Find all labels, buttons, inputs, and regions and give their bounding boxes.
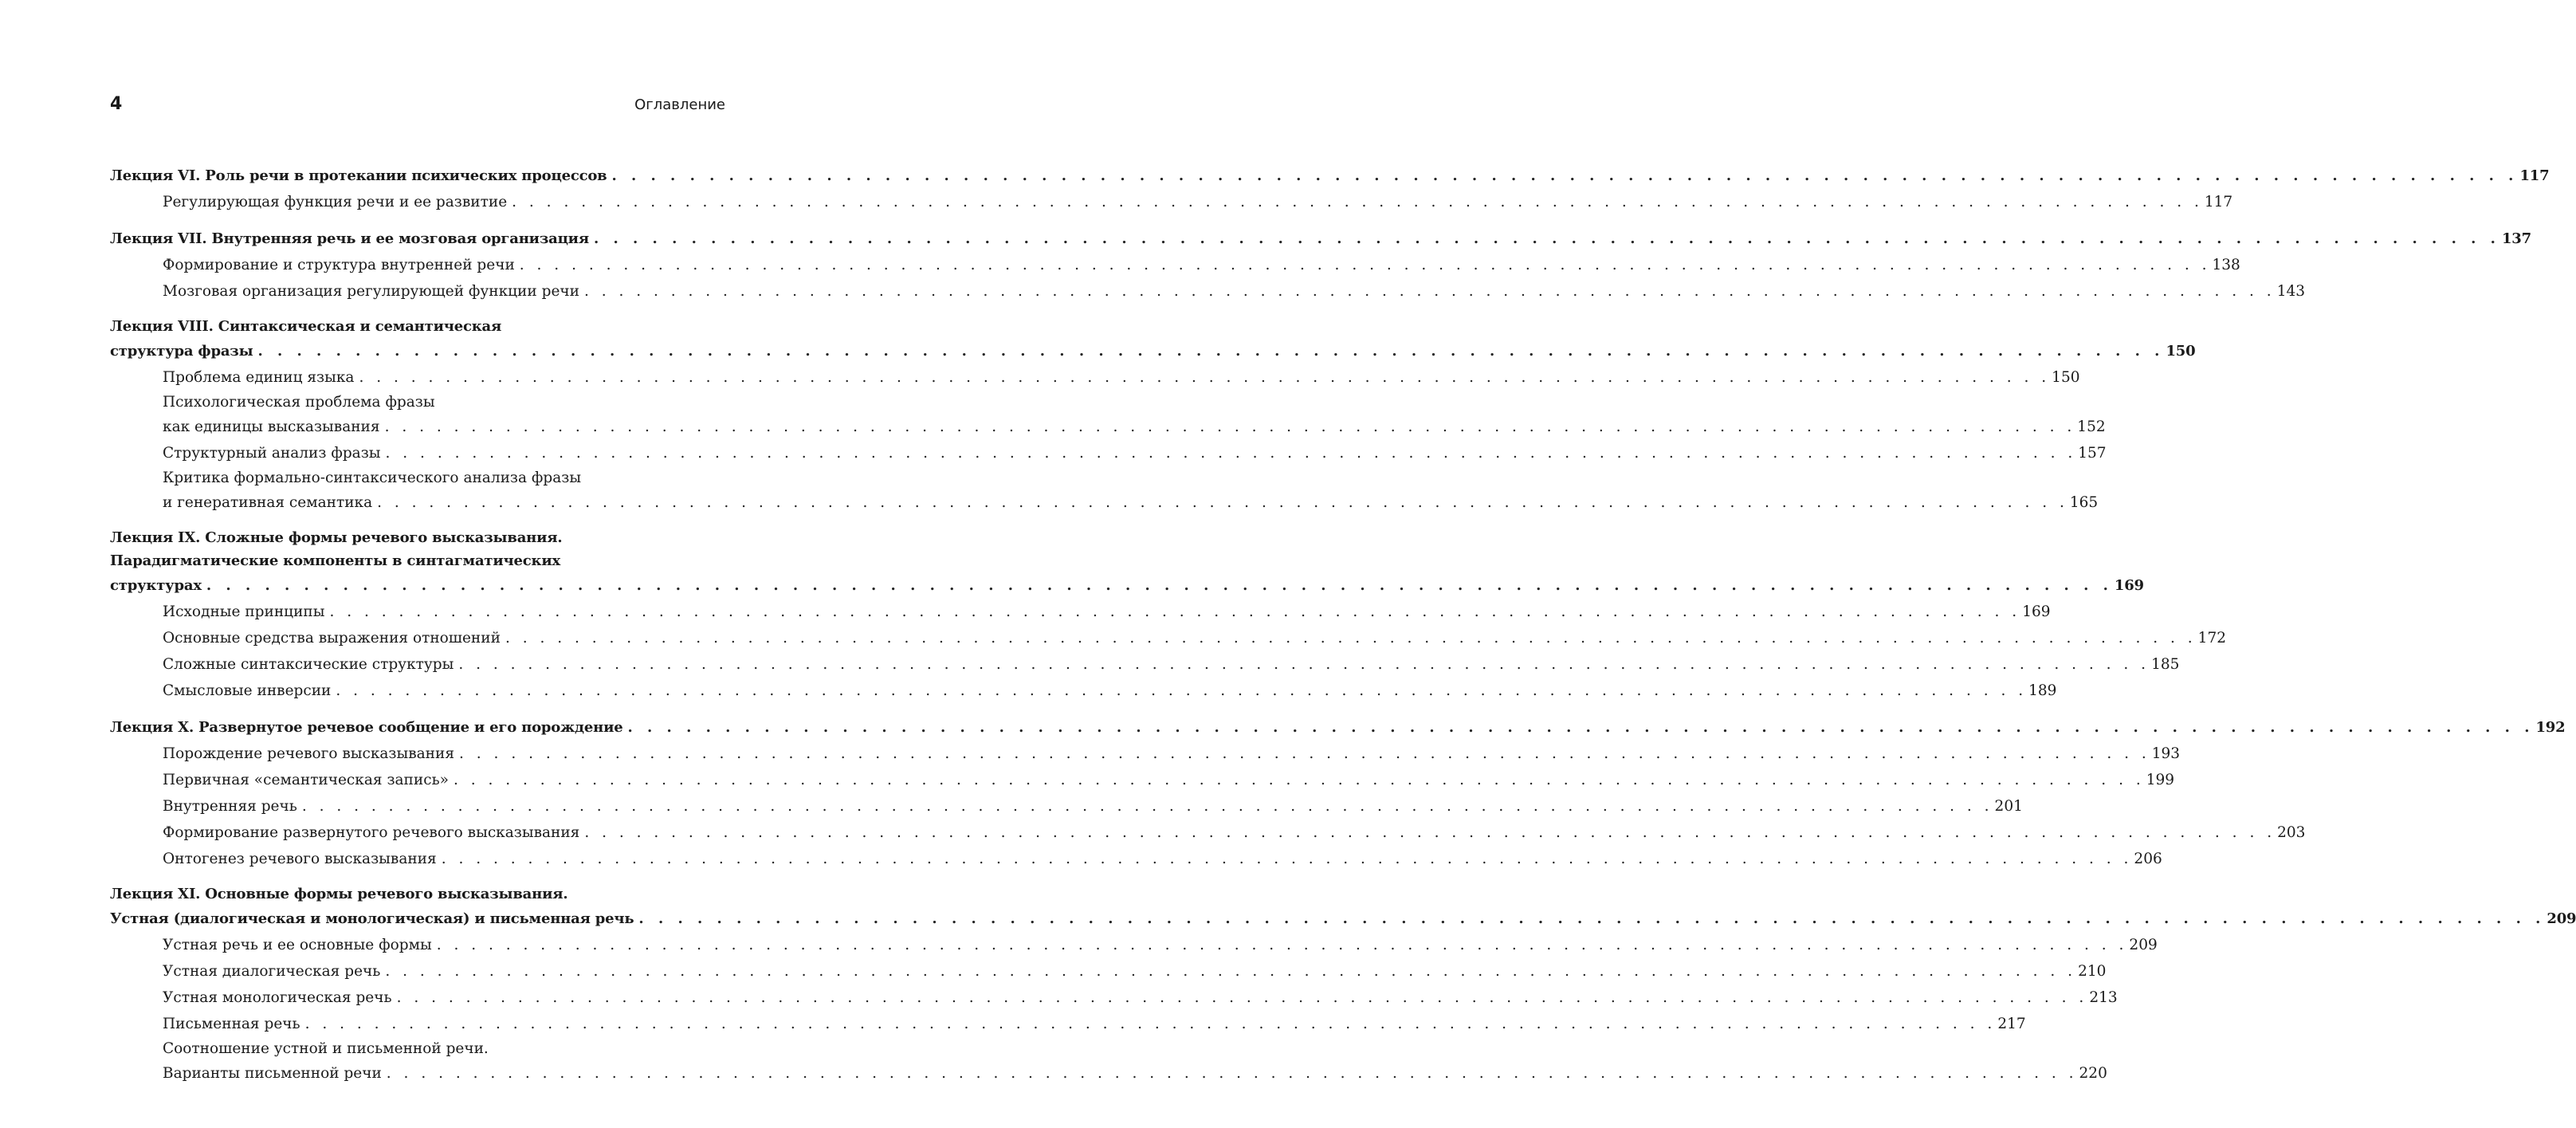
section-title-line (110, 1037, 703, 1060)
section-page-number: 117 (2204, 194, 2233, 210)
lecture-title-line (110, 526, 703, 549)
section-title-text: Письменная речь (163, 1016, 300, 1032)
section-page-number: 138 (2212, 257, 2240, 273)
running-title: Оглавление (634, 96, 725, 113)
dot-leader: . . . . . . . . . . . . . . . . . . . . . . . . . . . . . . . . . . . . . . . . . . . . . . . . . . . . . . . . . . . . . . . . . . . . . . . . . . . . . . . . . . . . . . . . . . . . . . . . . . (396, 989, 2088, 1006)
section-title-text: Регулирующая функция речи и ее развитие (163, 194, 508, 210)
section-title-text: Порождение речевого высказывания (163, 745, 455, 762)
section-title-line (110, 391, 703, 414)
lecture-title-line (110, 338, 2196, 364)
dot-leader: . . . . . . . . . . . . . . . . . . . . . . . . . . . . . . . . . . . . . . . . . . . . . . . . . . . . . . . . . . . . . . . . . . . . . . . . . . . . . . . . . . . . . . . . . . . . . . . . . . (627, 719, 2535, 736)
section-entry (110, 846, 2162, 872)
section-page-number: 185 (2151, 656, 2180, 673)
dot-leader: . . . . . . . . . . . . . . . . . . . . . . . . . . . . . . . . . . . . . . . . . . . . . . . . . . . . . . . . . . . . . . . . . . . . . . . . . . . . . . . . . . . . . . . . . . . . . . . . . . (436, 937, 2128, 953)
section-page-number: 217 (1997, 1016, 2026, 1032)
section-page-number: 189 (2028, 682, 2057, 699)
section-page-number: 213 (2089, 989, 2118, 1006)
section-entry (110, 651, 2180, 678)
section-title-text: Первичная «семантическая запись» (163, 772, 449, 788)
lecture-page-number: 137 (2501, 230, 2531, 247)
section-page-number: 169 (2022, 603, 2051, 620)
lecture-title-text: Лекция VI. Роль речи в протекании психических процессов (110, 167, 607, 184)
section-title-text: Устная диалогическая речь (163, 963, 381, 980)
dot-leader: . . . . . . . . . . . . . . . . . . . . . . . . . . . . . . . . . . . . . . . . . . . . . . . . . . . . . . . . . . . . . . . . . . . . . . . . . . . . . . . . . . . . . . . . . . . . . . . . . . (453, 772, 2145, 788)
section-page-number: 199 (2146, 772, 2175, 788)
section-entry (110, 793, 2023, 819)
section-title-text: Критика формально-синтаксического анализа фразы (163, 470, 582, 486)
dot-leader: . . . . . . . . . . . . . . . . . . . . . . . . . . . . . . . . . . . . . . . . . . . . . . . . . . . . . . . . . . . . . . . . . . . . . . . . . . . . . . . . . . . . . . . . . . . . . . . . . . (512, 194, 2203, 210)
table-of-contents (110, 163, 2576, 1097)
lecture-title-text: структурах (110, 577, 202, 594)
section-entry (110, 599, 2051, 625)
section-entry (110, 958, 2107, 985)
section-title-text: Смысловые инверсии (163, 682, 332, 699)
lecture-title-text: Устная (диалогическая и монологическая) и письменная речь (110, 910, 634, 927)
dot-leader: . . . . . . . . . . . . . . . . . . . . . . . . . . . . . . . . . . . . . . . . . . . . . . . . . . . . . . . . . . . . . . . . . . . . . . . . . . . . . . . . . . . . . . . . . . . . . . . . . . (458, 656, 2150, 673)
lecture-page-number: 209 (2547, 910, 2576, 927)
section-title-text: Исходные принципы (163, 603, 325, 620)
dot-leader: . . . . . . . . . . . . . . . . . . . . . . . . . . . . . . . . . . . . . . . . . . . . . . . . . . . . . . . . . . . . . . . . . . . . . . . . . . . . . . . . . . . . . . . . . . . . . . . . . . (359, 369, 2051, 386)
section-title-text: Онтогенез речевого высказывания (163, 851, 437, 867)
lecture-entry (110, 163, 2550, 215)
section-page-number: 165 (2069, 494, 2099, 511)
dot-leader: . . . . . . . . . . . . . . . . . . . . . . . . . . . . . . . . . . . . . . . . . . . . . . . . . . . . . . . . . . . . . . . . . . . . . . . . . . . . . . . . . . . . . . . . . . . . . . . . . . (301, 798, 1993, 815)
lecture-title-line (110, 572, 2144, 599)
section-entry (110, 489, 2099, 516)
dot-leader: . . . . . . . . . . . . . . . . . . . . . . . . . . . . . . . . . . . . . . . . . . . . . . . . . . . . . . . . . . . . . . . . . . . . . . . . . . . . . . . . . . . . . . . . . . . . . . . . . . (377, 494, 2068, 511)
dot-leader: . . . . . . . . . . . . . . . . . . . . . . . . . . . . . . . . . . . . . . . . . . . . . . . . . . . . . . . . . . . . . . . . . . . . . . . . . . . . . . . . . . . . . . . . . . . . . . . . . . (519, 257, 2211, 273)
lecture-entry (110, 526, 2226, 704)
lecture-page-number: 192 (2535, 719, 2566, 736)
section-entry (110, 932, 2158, 958)
lecture-title-line (110, 882, 703, 906)
lecture-title-line (110, 906, 2576, 932)
section-title-text: Мозговая организация регулирующей функции речи (163, 283, 579, 300)
lecture-title-line (110, 549, 703, 572)
section-entry (110, 1060, 2107, 1087)
dot-leader: . . . . . . . . . . . . . . . . . . . . . . . . . . . . . . . . . . . . . . . . . . . . . . . . . . . . . . . . . . . . . . . . . . . . . . . . . . . . . . . . . . . . . . . . . . . . . . . . . . (336, 682, 2028, 699)
lecture-title-text: Лекция XI. Основные формы речевого высказывания. (110, 886, 568, 902)
lecture-entry (110, 315, 2196, 516)
section-entry (110, 819, 2306, 846)
dot-leader: . . . . . . . . . . . . . . . . . . . . . . . . . . . . . . . . . . . . . . . . . . . . . . . . . . . . . . . . . . . . . . . . . . . . . . . . . . . . . . . . . . . . . . . . . . . . . . . . . . (385, 963, 2077, 980)
section-entry (110, 364, 2080, 391)
section-title-text: Формирование развернутого речевого высказывания (163, 824, 580, 841)
section-entry (110, 767, 2175, 793)
lecture-title-text: Лекция X. Развернутое речевое сообщение и его порождение (110, 719, 623, 736)
section-title-text: Психологическая проблема фразы (163, 394, 435, 411)
section-page-number: 193 (2151, 745, 2181, 762)
section-title-text: Сложные синтаксические структуры (163, 656, 454, 673)
section-title-line (110, 466, 703, 489)
section-entry (110, 278, 2305, 305)
lecture-title-line (110, 163, 2550, 189)
section-entry (110, 189, 2233, 215)
dot-leader: . . . . . . . . . . . . . . . . . . . . . . . . . . . . . . . . . . . . . . . . . . . . . . . . . . . . . . . . . . . . . . . . . . . . . . . . . . . . . . . . . . . . . . . . . . . . . . . . . . (386, 1065, 2078, 1082)
section-page-number: 206 (2134, 851, 2162, 867)
section-page-number: 220 (2079, 1065, 2107, 1082)
dot-leader: . . . . . . . . . . . . . . . . . . . . . . . . . . . . . . . . . . . . . . . . . . . . . . . . . . . . . . . . . . . . . . . . . . . . . . . . . . . . . . . . . . . . . . . . . . . . . . . . . . (441, 851, 2133, 867)
section-title-text: Основные средства выражения отношений (163, 630, 501, 647)
section-page-number: 172 (2197, 630, 2226, 647)
lecture-page-number: 150 (2166, 343, 2196, 360)
lecture-page-number: 117 (2519, 167, 2550, 184)
lecture-page-number: 169 (2114, 577, 2144, 594)
section-page-number: 143 (2276, 283, 2305, 300)
section-title-text: Внутренняя речь (163, 798, 297, 815)
dot-leader: . . . . . . . . . . . . . . . . . . . . . . . . . . . . . . . . . . . . . . . . . . . . . . . . . . . . . . . . . . . . . . . . . . . . . . . . . . . . . . . . . . . . . . . . . . . . . . . . . . (384, 419, 2076, 435)
dot-leader: . . . . . . . . . . . . . . . . . . . . . . . . . . . . . . . . . . . . . . . . . . . . . . . . . . . . . . . . . . . . . . . . . . . . . . . . . . . . . . . . . . . . . . . . . . . . . . . . . . (505, 630, 2197, 647)
section-entry (110, 252, 2240, 278)
section-entry (110, 625, 2226, 651)
lecture-entry (110, 882, 2576, 1087)
lecture-title-text: Лекция VII. Внутренняя речь и ее мозговая организация (110, 230, 589, 247)
lecture-title-text: Парадигматические компоненты в синтагматических (110, 552, 561, 569)
section-page-number: 152 (2077, 419, 2106, 435)
dot-leader: . . . . . . . . . . . . . . . . . . . . . . . . . . . . . . . . . . . . . . . . . . . . . . . . . . . . . . . . . . . . . . . . . . . . . . . . . . . . . . . . . . . . . . . . . . . . . . . . . . (206, 577, 2113, 594)
lecture-entry (110, 226, 2531, 305)
lecture-title-line (110, 714, 2566, 741)
section-page-number: 210 (2078, 963, 2107, 980)
section-entry (110, 414, 2106, 440)
lecture-entry (110, 714, 2566, 872)
dot-leader: . . . . . . . . . . . . . . . . . . . . . . . . . . . . . . . . . . . . . . . . . . . . . . . . . . . . . . . . . . . . . . . . . . . . . . . . . . . . . . . . . . . . . . . . . . . . . . . . . . (638, 910, 2546, 927)
section-title-text: Варианты письменной речи (163, 1065, 382, 1082)
lecture-title-line (110, 226, 2531, 252)
section-title-text: Устная монологическая речь (163, 989, 392, 1006)
section-page-number: 201 (1994, 798, 2023, 815)
section-entry (110, 440, 2107, 466)
dot-leader: . . . . . . . . . . . . . . . . . . . . . . . . . . . . . . . . . . . . . . . . . . . . . . . . . . . . . . . . . . . . . . . . . . . . . . . . . . . . . . . . . . . . . . . . . . . . . . . . . . (584, 824, 2276, 841)
dot-leader: . . . . . . . . . . . . . . . . . . . . . . . . . . . . . . . . . . . . . . . . . . . . . . . . . . . . . . . . . . . . . . . . . . . . . . . . . . . . . . . . . . . . . . . . . . . . . . . . . . (257, 343, 2165, 360)
section-title-text: Устная речь и ее основные формы (163, 937, 432, 953)
lecture-title-text: Лекция IX. Сложные формы речевого высказывания. (110, 529, 563, 546)
section-entry (110, 678, 2057, 704)
lecture-title-text: структура фразы (110, 343, 253, 360)
section-title-text: и генеративная семантика (163, 494, 373, 511)
page-number: 4 (110, 94, 123, 114)
dot-leader: . . . . . . . . . . . . . . . . . . . . . . . . . . . . . . . . . . . . . . . . . . . . . . . . . . . . . . . . . . . . . . . . . . . . . . . . . . . . . . . . . . . . . . . . . . . . . . . . . . (329, 603, 2021, 620)
lecture-title-text: Лекция VIII. Синтаксическая и семантическая (110, 318, 502, 335)
section-page-number: 203 (2277, 824, 2306, 841)
dot-leader: . . . . . . . . . . . . . . . . . . . . . . . . . . . . . . . . . . . . . . . . . . . . . . . . . . . . . . . . . . . . . . . . . . . . . . . . . . . . . . . . . . . . . . . . . . . . . . . . . . (583, 283, 2276, 300)
dot-leader: . . . . . . . . . . . . . . . . . . . . . . . . . . . . . . . . . . . . . . . . . . . . . . . . . . . . . . . . . . . . . . . . . . . . . . . . . . . . . . . . . . . . . . . . . . . . . . . . . . (593, 230, 2500, 247)
dot-leader: . . . . . . . . . . . . . . . . . . . . . . . . . . . . . . . . . . . . . . . . . . . . . . . . . . . . . . . . . . . . . . . . . . . . . . . . . . . . . . . . . . . . . . . . . . . . . . . . . . (459, 745, 2150, 762)
section-title-text: Формирование и структура внутренней речи (163, 257, 515, 273)
section-entry (110, 741, 2181, 767)
section-title-text: Структурный анализ фразы (163, 445, 381, 462)
section-page-number: 209 (2129, 937, 2158, 953)
section-entry (110, 985, 2118, 1011)
section-title-text: Соотношение устной и письменной речи. (163, 1040, 489, 1057)
section-title-text: Проблема единиц языка (163, 369, 355, 386)
dot-leader: . . . . . . . . . . . . . . . . . . . . . . . . . . . . . . . . . . . . . . . . . . . . . . . . . . . . . . . . . . . . . . . . . . . . . . . . . . . . . . . . . . . . . . . . . . . . . . . . . . (385, 445, 2077, 462)
section-page-number: 150 (2052, 369, 2080, 386)
dot-leader: . . . . . . . . . . . . . . . . . . . . . . . . . . . . . . . . . . . . . . . . . . . . . . . . . . . . . . . . . . . . . . . . . . . . . . . . . . . . . . . . . . . . . . . . . . . . . . . . . . (304, 1016, 1997, 1032)
section-entry (110, 1011, 2026, 1037)
section-page-number: 157 (2078, 445, 2107, 462)
lecture-title-line (110, 315, 703, 338)
section-title-text: как единицы высказывания (163, 419, 380, 435)
dot-leader: . . . . . . . . . . . . . . . . . . . . . . . . . . . . . . . . . . . . . . . . . . . . . . . . . . . . . . . . . . . . . . . . . . . . . . . . . . . . . . . . . . . . . . . . . . . . . . . . . . (611, 167, 2519, 184)
